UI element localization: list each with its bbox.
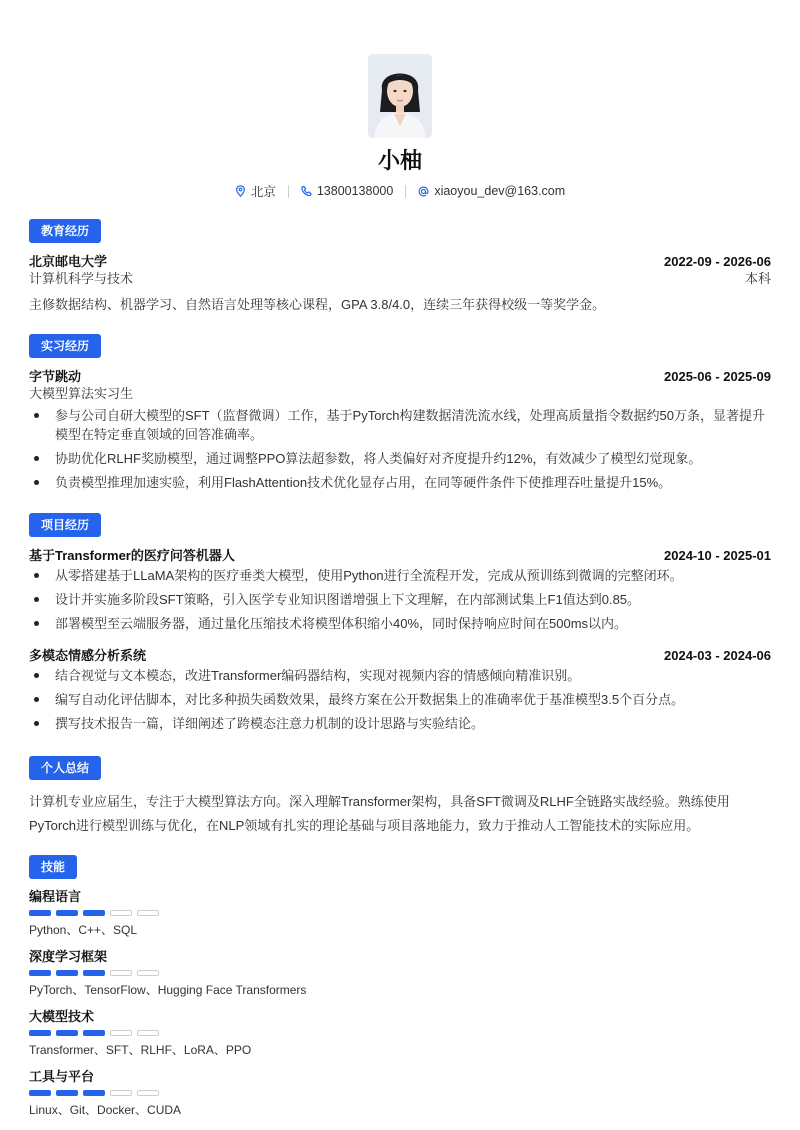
project-date: 2024-10 - 2025-01 <box>664 548 771 563</box>
skill-items: Transformer、SFT、RLHF、LoRA、PPO <box>29 1043 252 1057</box>
skill-level-empty <box>137 1090 159 1096</box>
education-date: 2022-09 - 2026-06 <box>664 254 771 269</box>
skill-level-filled <box>56 1030 78 1036</box>
list-item: 编写自动化评估脚本，对比多种损失函数效果，最终方案在公开数据集上的准确率优于基准模型3.5个百分点。 <box>29 690 771 709</box>
internship-date: 2025-06 - 2025-09 <box>664 369 771 384</box>
contact-location <box>235 182 276 200</box>
company-name: 字节跳动 <box>29 369 82 384</box>
skills-section <box>29 855 771 1118</box>
school-name: 北京邮电大学 <box>29 254 108 269</box>
job-role: 大模型算法实习生 <box>29 386 134 401</box>
candidate-name: 小柚 <box>377 148 422 173</box>
summary-section <box>29 756 771 838</box>
skill-level-filled <box>83 1090 105 1096</box>
project-item <box>29 547 771 633</box>
resume-header <box>29 0 771 200</box>
project-name: 多模态情感分析系统 <box>29 648 147 663</box>
list-item: 设计并实施多阶段SFT策略，引入医学专业知识图谱增强上下文理解，在内部测试集上F1值达到0.85。 <box>29 590 771 609</box>
section-title-projects: 项目经历 <box>29 513 101 537</box>
skill-level-bar <box>29 910 771 916</box>
project-date: 2024-03 - 2024-06 <box>664 648 771 663</box>
project-name: 基于Transformer的医疗问答机器人 <box>29 548 235 563</box>
section-title-internship: 实习经历 <box>29 334 101 358</box>
skill-level-empty <box>110 910 132 916</box>
email-text[interactable]: xiaoyou_dev@163.com <box>434 184 566 198</box>
skill-level-filled <box>83 910 105 916</box>
skill-category: 大模型技术 <box>29 1009 95 1024</box>
contact-email <box>418 184 565 198</box>
skill-group <box>29 948 771 998</box>
list-item: 协助优化RLHF奖励模型，通过调整PPO算法超参数，将人类偏好对齐度提升约12%，有效减少了模型幻觉现象。 <box>29 449 771 468</box>
section-title-summary: 个人总结 <box>29 756 101 780</box>
internship-bullets <box>29 406 771 492</box>
skill-level-bar <box>29 970 771 976</box>
major: 计算机科学与技术 <box>29 271 134 286</box>
skill-level-bar <box>29 1030 771 1036</box>
skill-level-filled <box>29 1090 51 1096</box>
list-item: 负责模型推理加速实验，利用FlashAttention技术优化显存占用，在同等硬件条件下使推理吞吐量提升15%。 <box>29 473 771 492</box>
skill-items: Python、C++、SQL <box>29 923 138 937</box>
phone-icon <box>301 185 312 197</box>
resume-page <box>29 0 771 1117</box>
skill-group <box>29 888 771 938</box>
city-text: 北京 <box>250 185 276 199</box>
list-item: 撰写技术报告一篇，详细阐述了跨模态注意力机制的设计思路与实验结论。 <box>29 714 771 733</box>
section-title-education: 教育经历 <box>29 219 101 243</box>
summary-text: 计算机专业应届生，专注于大模型算法方向。深入理解Transformer架构，具备SFT微调及RLHF全链路实战经验。熟练使用PyTorch进行模型训练与优化，在NLP领域有扎实的理论基础与项目落地能力，致力于推动人工智能技术的实际应用。 <box>29 794 730 833</box>
skill-category: 编程语言 <box>29 889 82 904</box>
degree: 本科 <box>744 271 771 286</box>
skill-level-filled <box>56 910 78 916</box>
skill-level-filled <box>83 970 105 976</box>
contact-bar <box>29 182 771 200</box>
avatar <box>368 54 432 138</box>
project-bullets <box>29 666 771 733</box>
skills-list <box>29 888 771 1118</box>
skill-items: PyTorch、TensorFlow、Hugging Face Transformers <box>29 983 307 997</box>
skill-level-filled <box>56 1090 78 1096</box>
location-pin-icon <box>235 185 246 197</box>
skill-items: Linux、Git、Docker、CUDA <box>29 1103 182 1117</box>
skill-level-filled <box>29 910 51 916</box>
skill-level-filled <box>83 1030 105 1036</box>
skill-group <box>29 1068 771 1118</box>
skill-category: 深度学习框架 <box>29 949 108 964</box>
projects-section <box>29 513 771 738</box>
education-section <box>29 219 771 316</box>
skill-group <box>29 1008 771 1058</box>
contact-divider <box>405 185 406 198</box>
skill-level-empty <box>110 970 132 976</box>
contact-divider <box>288 185 289 198</box>
education-description: 主修数据结构、机器学习、自然语言处理等核心课程，GPA 3.8/4.0，连续三年获得校级一等奖学金。 <box>29 297 606 312</box>
phone-text[interactable]: 13800138000 <box>316 184 394 198</box>
list-item: 参与公司自研大模型的SFT（监督微调）工作，基于PyTorch构建数据清洗流水线，处理高质量指令数据约50万条，显著提升模型在特定垂直领域的回答准确率。 <box>29 406 771 444</box>
project-bullets <box>29 566 771 633</box>
internship-section <box>29 334 771 497</box>
contact-phone <box>301 184 393 198</box>
skill-level-empty <box>110 1030 132 1036</box>
list-item: 部署模型至云端服务器，通过量化压缩技术将模型体积缩小40%，同时保持响应时间在500ms以内。 <box>29 614 771 633</box>
skill-level-empty <box>137 910 159 916</box>
skill-level-filled <box>56 970 78 976</box>
skill-level-empty <box>110 1090 132 1096</box>
at-sign-icon <box>418 186 429 197</box>
skill-level-bar <box>29 1090 771 1096</box>
list-item: 从零搭建基于LLaMA架构的医疗垂类大模型，使用Python进行全流程开发，完成从预训练到微调的完整闭环。 <box>29 566 771 585</box>
skill-level-filled <box>29 1030 51 1036</box>
skill-level-filled <box>29 970 51 976</box>
skill-level-empty <box>137 1030 159 1036</box>
skill-level-empty <box>137 970 159 976</box>
section-title-skills: 技能 <box>29 855 77 879</box>
project-item <box>29 647 771 733</box>
list-item: 结合视觉与文本模态，改进Transformer编码器结构，实现对视频内容的情感倾向精准识别。 <box>29 666 771 685</box>
skill-category: 工具与平台 <box>29 1069 95 1084</box>
